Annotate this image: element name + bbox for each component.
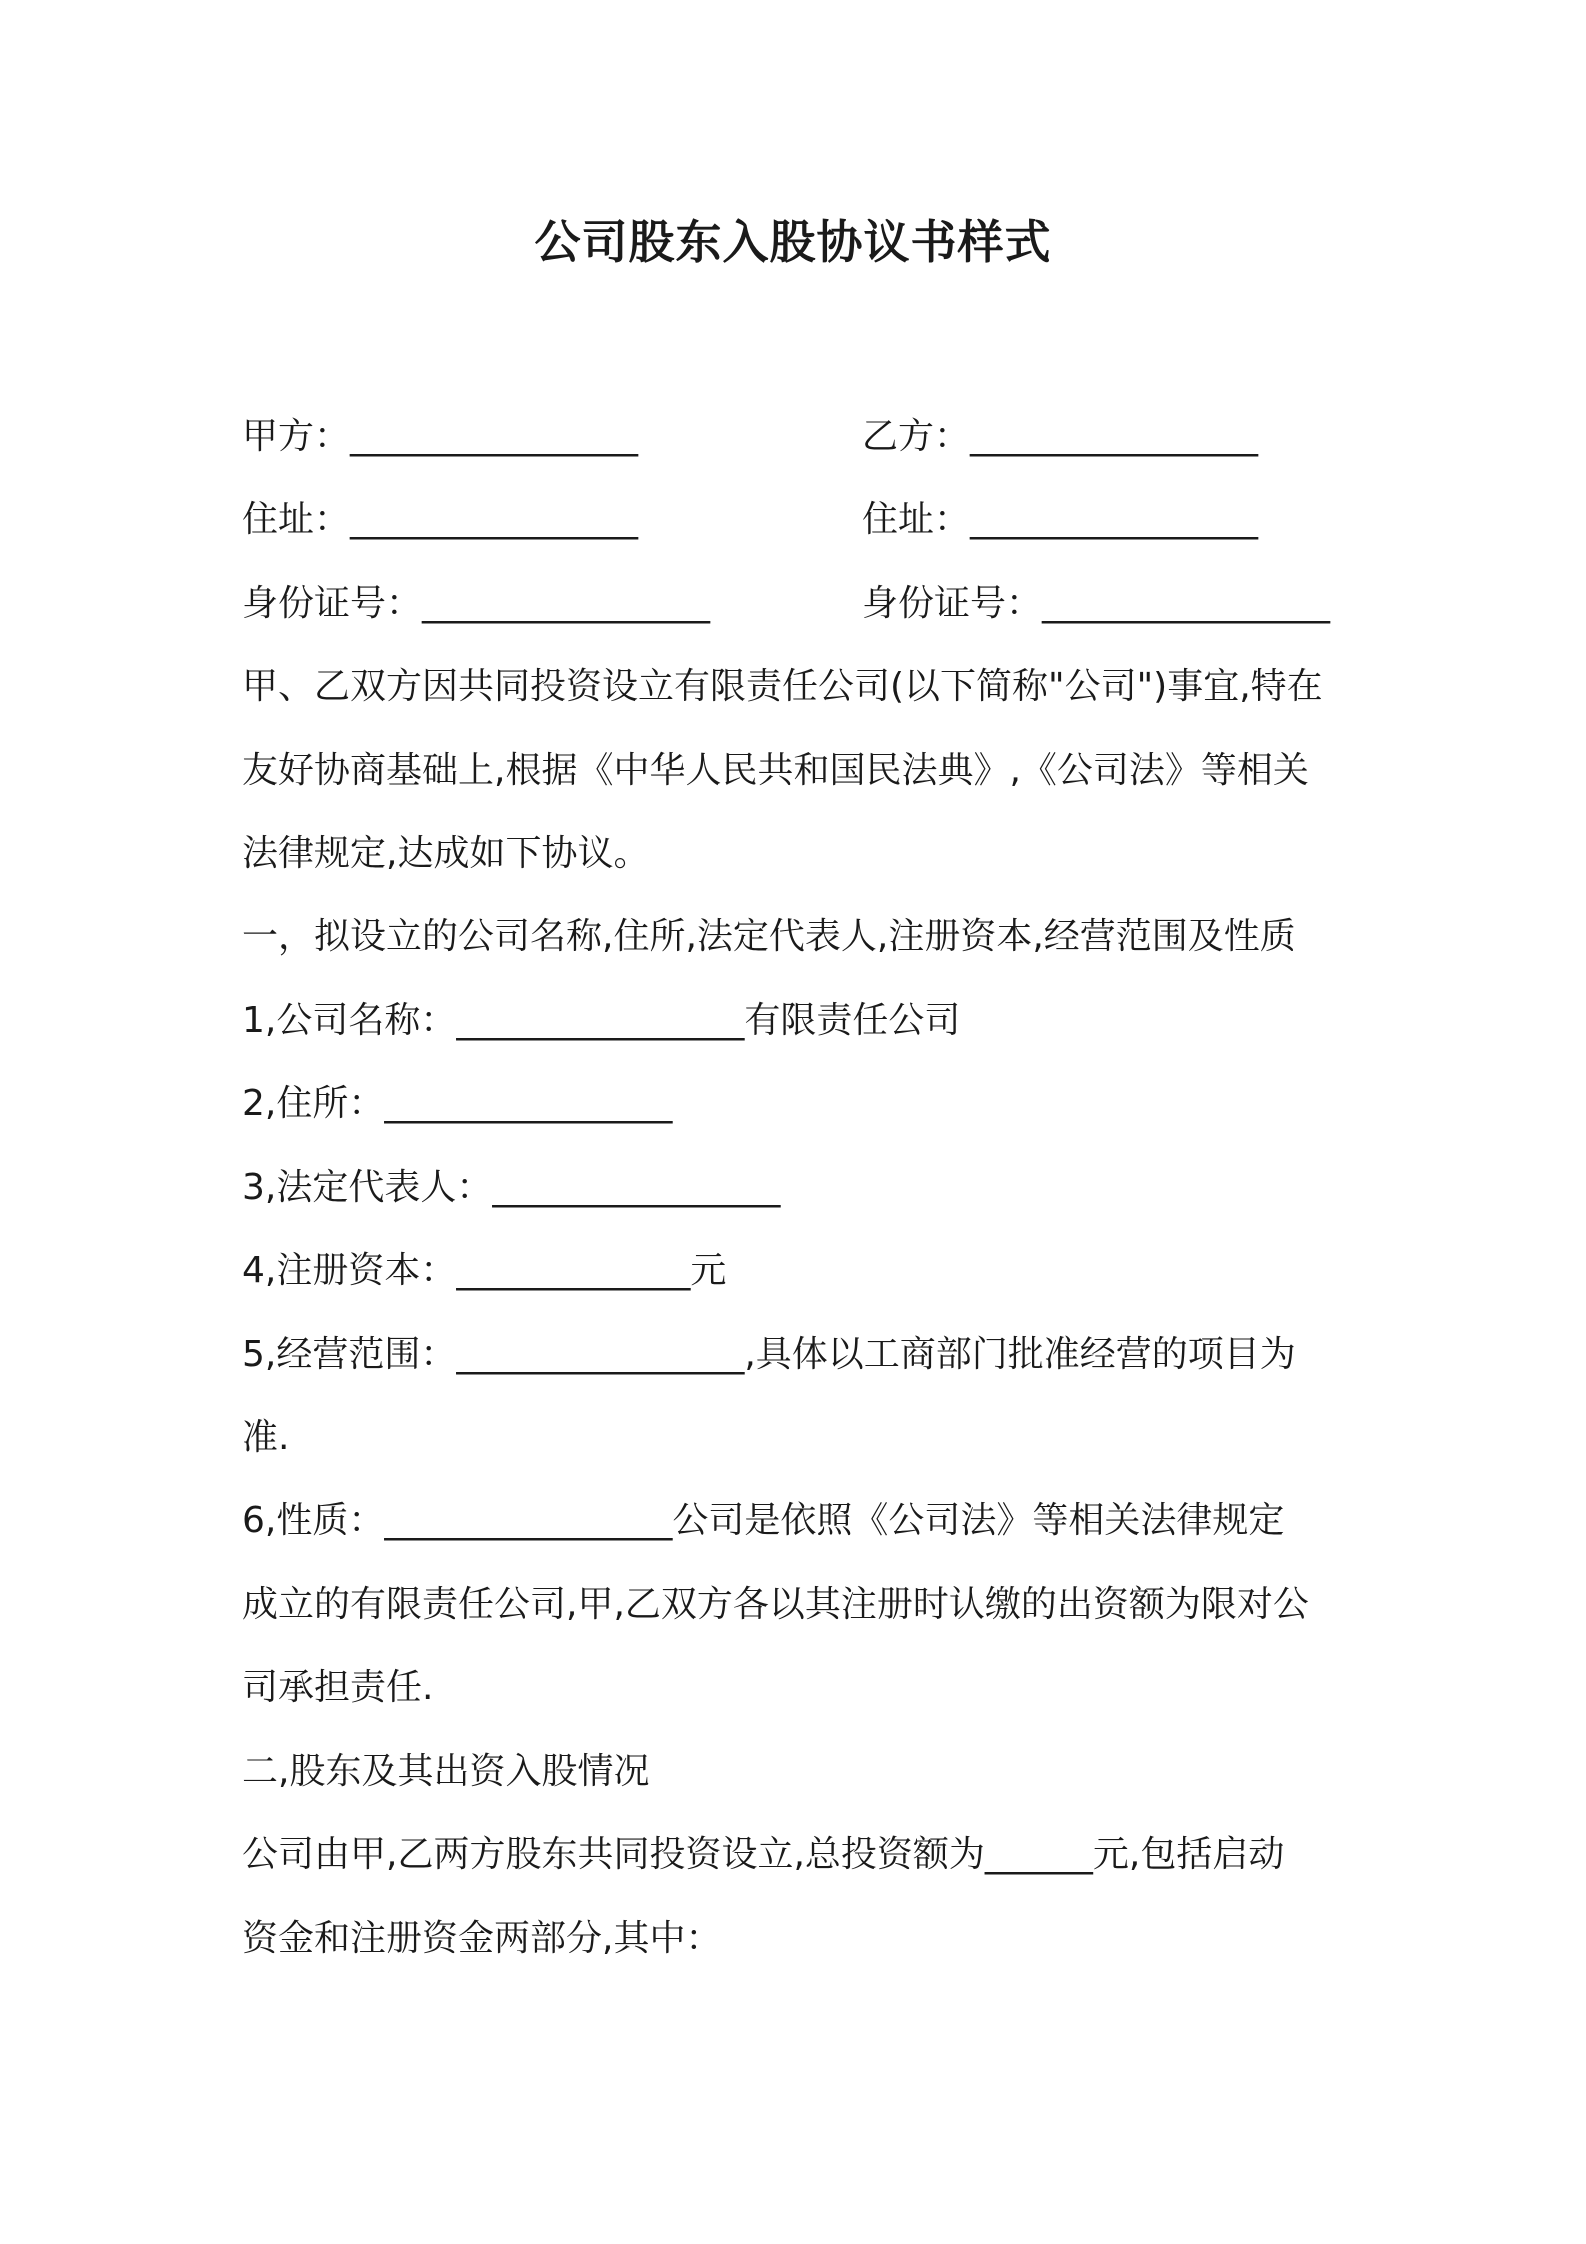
section-1-item: 司承担责任. [242,1667,434,1708]
party-b-address-field: 住址：________________ [862,499,1259,540]
party-a-field: 甲方：________________ [242,416,639,457]
section-1-item: 3,法定代表人：________________ [242,1167,781,1208]
section-1-item: 1,公司名称：________________有限责任公司 [242,1000,961,1041]
party-b-field: 乙方：________________ [862,416,1259,457]
section-1-item: 2,住所：________________ [242,1083,673,1124]
party-b-id-field: 身份证号：________________ [862,583,1331,624]
section-1-item: 准. [242,1417,290,1458]
section-1-item: 成立的有限责任公司,甲,乙双方各以其注册时认缴的出资额为限对公 [242,1584,1309,1625]
party-a-id-field: 身份证号：________________ [242,583,711,624]
section-2-line: 公司由甲,乙两方股东共同投资设立,总投资额为______元,包括启动 [242,1834,1285,1875]
preamble-line: 甲、乙双方因共同投资设立有限责任公司(以下简称"公司")事宜,特在 [242,666,1323,707]
preamble-line: 法律规定,达成如下协议。 [242,833,650,874]
section-1-item: 4,注册资本：_____________元 [242,1250,727,1291]
section-1-item: 6,性质：________________公司是依照《公司法》等相关法律规定 [242,1500,1285,1541]
section-2-line: 资金和注册资金两部分,其中： [242,1918,722,1959]
party-a-address-field: 住址：________________ [242,499,639,540]
preamble-line: 友好协商基础上,根据《中华人民共和国民法典》,《公司法》等相关 [242,750,1309,791]
section-2-heading: 二,股东及其出资入股情况 [242,1751,650,1792]
document-title: 公司股东入股协议书样式 [534,215,1052,269]
section-1-item: 5,经营范围：________________,具体以工商部门批准经营的项目为 [242,1334,1296,1375]
section-1-heading: 一，拟设立的公司名称,住所,法定代表人,注册资本,经营范围及性质 [242,916,1296,957]
